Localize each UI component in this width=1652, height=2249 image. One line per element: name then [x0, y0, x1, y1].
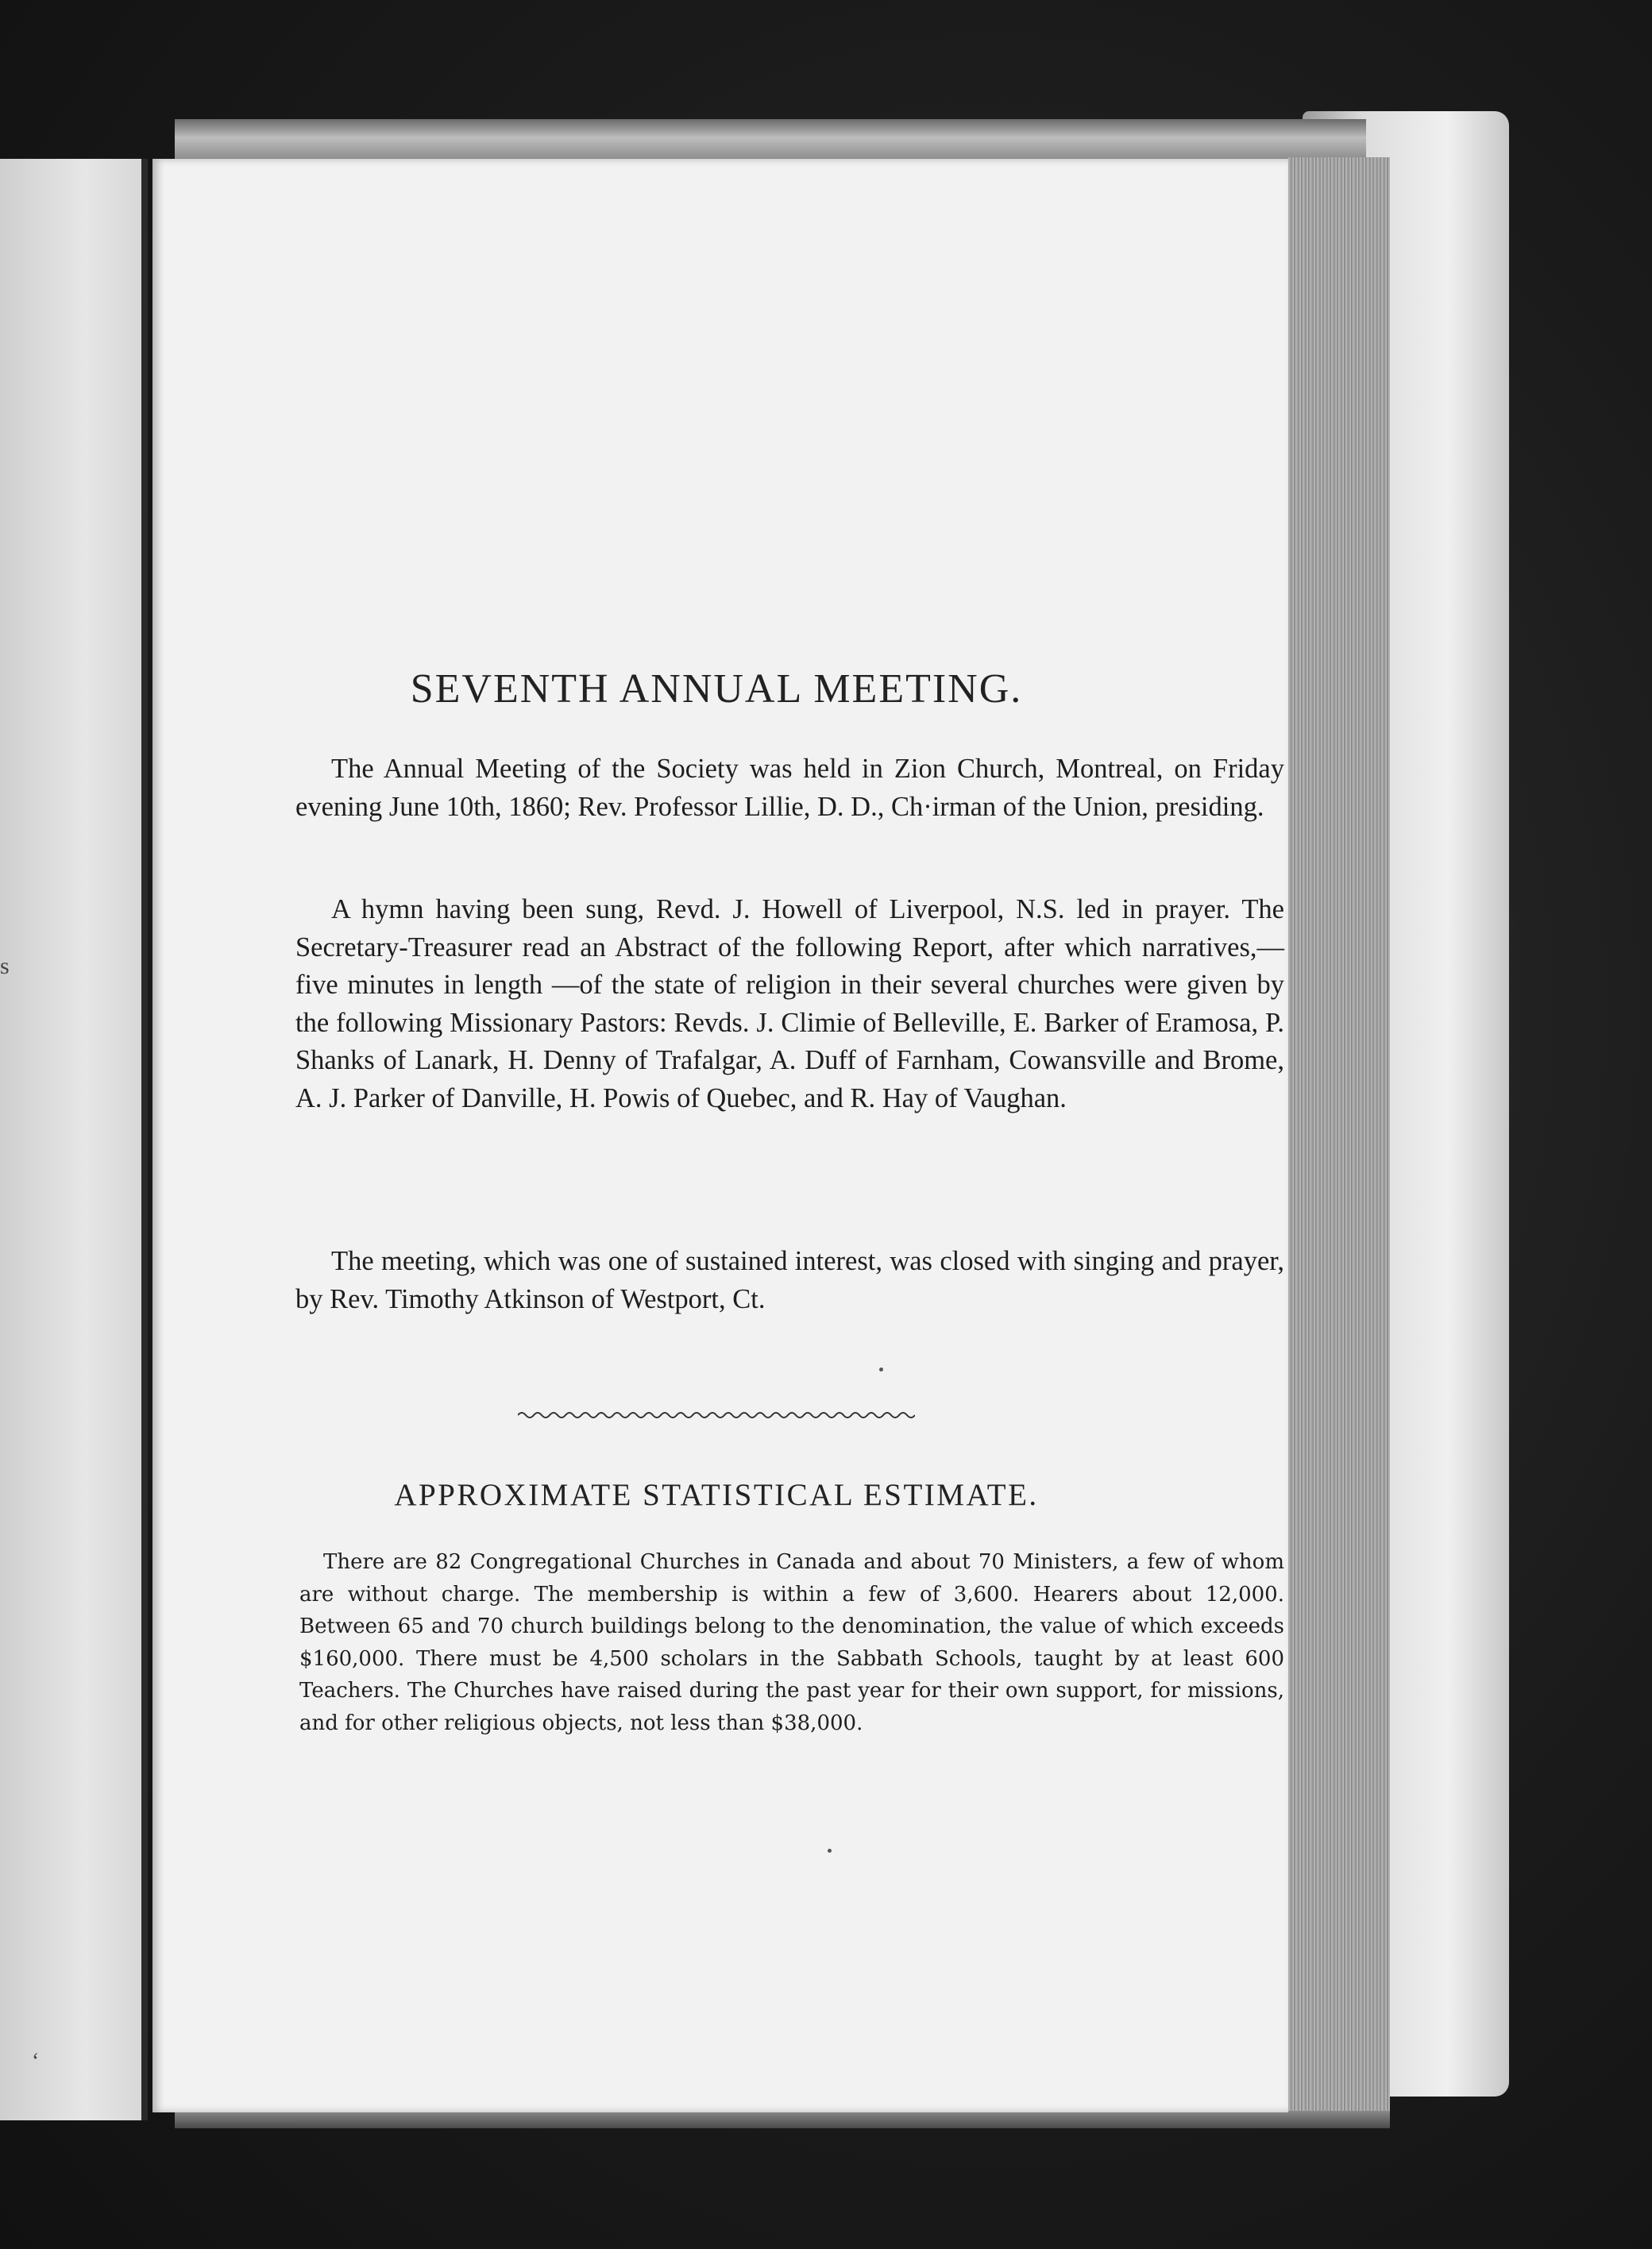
book-page-edges — [1287, 157, 1390, 2111]
book-top-binding — [175, 119, 1366, 160]
left-page-mark: ʻ — [32, 2049, 40, 2073]
meeting-paragraph-1: The Annual Meeting of the Society was held in Zion Church, Montreal, on Friday evening June 10th, 1860; Rev. Professor Lillie, D. D., Ch·irman of the Union, presiding. — [295, 754, 1284, 822]
document-page — [152, 159, 1288, 2112]
wavy-divider — [518, 1407, 915, 1423]
meeting-paragraph-2: A hymn having been sung, Revd. J. Howell of Liverpool, N.S. led in prayer. The Secretary-Treasurer read an Abstract of the following Report, after which narratives,—five minutes in length —of the state of religion in their several churches were given by the following Missionary Pastors: Revds. J. Climie of Belleville, E. Barker of Eramosa, P. Shanks of Lanark, H. Denny of Trafalgar, A. Duff of Farnham, Cowansville and Brome, A. J. Parker of Danville, H. Powis of Quebec, and R. Hay of Vaughan. — [295, 894, 1284, 1113]
left-page-text-fragment: s — [0, 953, 10, 979]
ink-speck — [828, 1849, 832, 1853]
meeting-paragraph-3: The meeting, which was one of sustained interest, was closed with singing and prayer, by Rev. Timothy Atkinson of Westport, Ct. — [295, 1246, 1284, 1314]
ink-speck — [879, 1368, 883, 1371]
meeting-heading: SEVENTH ANNUAL MEETING. — [410, 666, 1023, 712]
statistics-paragraph: There are 82 Congregational Churches in Canada and about 70 Ministers, a few of whom are without charge. The membership is within a few of 3,600. Hearers about 12,000. Between 65 and 70 church buildings belong to the denomination, the value of which exceeds $160,000. There must be 4,500 scholars in the Sabbath Schools, taught by at least 600 Teachers. The Churches have raised during the past year for their own support, for missions, and for other religious objects, not less than $38,000. — [299, 1550, 1284, 1735]
left-facing-page — [0, 159, 148, 2120]
page-content — [152, 159, 1288, 2112]
book-bottom-edge — [175, 2111, 1390, 2128]
statistics-heading: APPROXIMATE STATISTICAL ESTIMATE. — [394, 1478, 1039, 1512]
